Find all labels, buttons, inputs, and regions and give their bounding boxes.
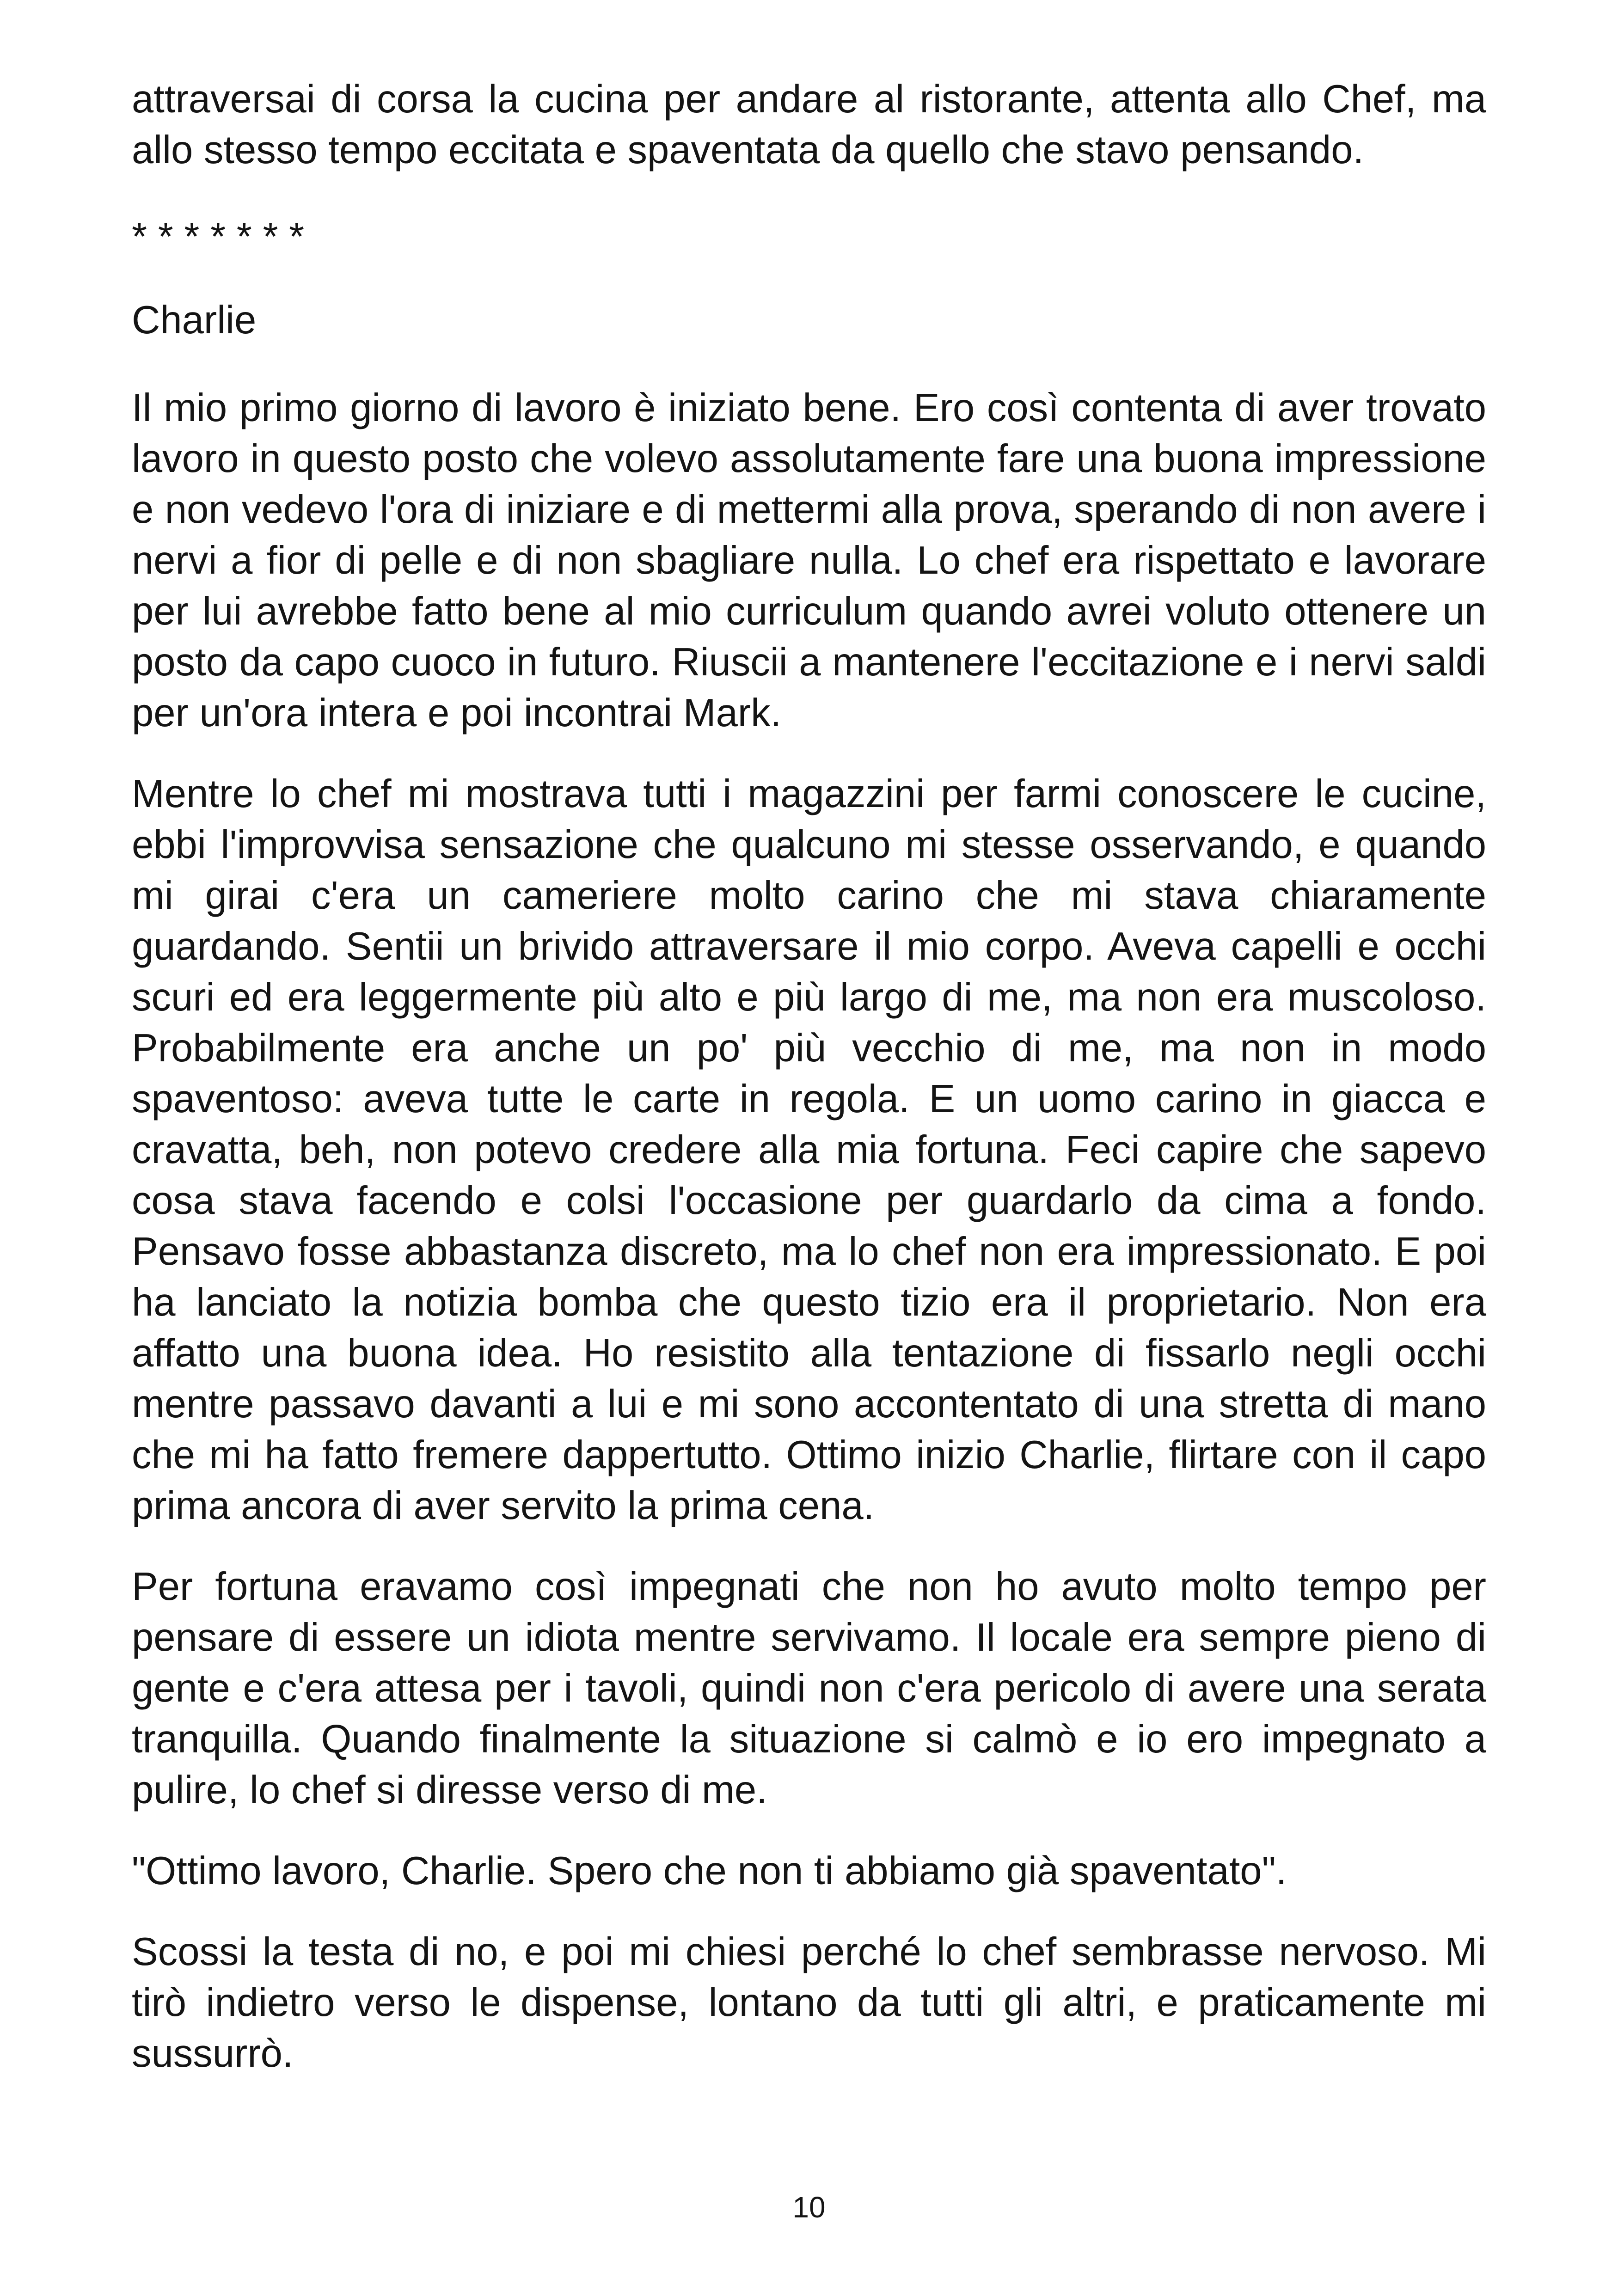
scene-separator: * * * * * * *	[132, 215, 305, 259]
section-heading: Charlie	[132, 298, 257, 342]
paragraph-continuation: attraversai di corsa la cucina per andare al ristorante, attenta allo Chef, ma allo stesso tempo eccitata e spaventata da quello che stavo pensando.	[132, 77, 1486, 172]
paragraph: Mentre lo chef mi mostrava tutti i magazzini per farmi conoscere le cucine, ebbi l'improvvisa sensazione che qualcuno mi stesse osservando, e quando mi girai c'era un cameriere molto carino che mi stava chiaramente guardando. Sentii un brivido attraversare il mio corpo. Aveva capelli e occhi scuri ed era leggermente più alto e più largo di me, ma non era muscoloso. Probabilmente era anche un po' più vecchio di me, ma non in modo spaventoso: aveva tutte le carte in regola. E un uomo carino in giacca e cravatta, beh, non potevo credere alla mia fortuna. Feci capire che sapevo cosa stava facendo e colsi l'occasione per guardarlo da cima a fondo. Pensavo fosse abbastanza discreto, ma lo chef non era impressionato. E poi ha lanciato la notizia bomba che questo tizio era il proprietario. Non era affatto una buona idea. Ho resistito alla tentazione di fissarlo negli occhi mentre passavo davanti a lui e mi sono accontentato di una stretta di mano che mi ha fatto fremere dappertutto. Ottimo inizio Charlie, flirtare con il capo prima ancora di aver servito la prima cena.	[132, 772, 1486, 1528]
page-number: 10	[792, 2191, 826, 2224]
page-body	[132, 74, 1486, 2109]
paragraph: Il mio primo giorno di lavoro è iniziato bene. Ero così contenta di aver trovato lavoro in questo posto che volevo assolutamente fare una buona impressione e non vedevo l'ora di iniziare e di mettermi alla prova, sperando di non avere i nervi a fior di pelle e di non sbagliare nulla. Lo chef era rispettato e lavorare per lui avrebbe fatto bene al mio curriculum quando avrei voluto ottenere un posto da capo cuoco in futuro. Riuscii a mantenere l'eccitazione e i nervi saldi per un'ora intera e poi incontrai Mark.	[132, 386, 1486, 735]
paragraph: Scossi la testa di no, e poi mi chiesi perché lo chef sembrasse nervoso. Mi tirò indietro verso le dispense, lontano da tutti gli altri, e praticamente mi sussurrò.	[132, 1930, 1486, 2076]
paragraph: Per fortuna eravamo così impegnati che non ho avuto molto tempo per pensare di essere un idiota mentre servivamo. Il locale era sempre pieno di gente e c'era attesa per i tavoli, quindi non c'era pericolo di avere una serata tranquilla. Quando finalmente la situazione si calmò e io ero impegnato a pulire, lo chef si diresse verso di me.	[132, 1565, 1486, 1812]
paragraph: "Ottimo lavoro, Charlie. Spero che non ti abbiamo già spaventato".	[132, 1849, 1287, 1893]
